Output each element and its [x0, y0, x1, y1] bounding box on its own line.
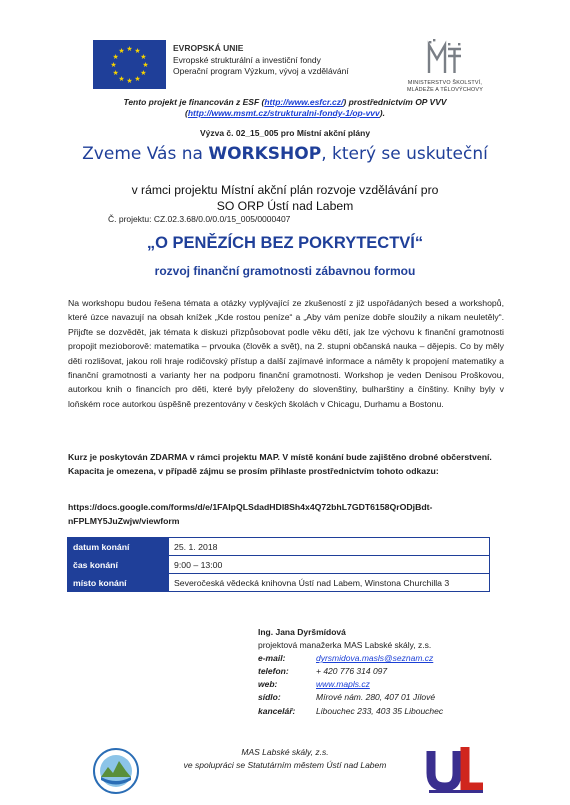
eu-line-2: Evropské strukturální a investiční fondy	[173, 54, 321, 65]
web-label: web:	[258, 679, 278, 690]
financing-note	[0, 97, 570, 119]
eu-star-icon: ★	[118, 75, 125, 83]
project-line-1: v rámci projektu Místní akční plán rozvoje vzdělávání pro	[131, 183, 439, 197]
msmt-logo	[405, 39, 485, 93]
table-row	[68, 556, 490, 574]
eu-star-icon: ★	[110, 62, 117, 69]
eu-star-icon: ★	[142, 62, 149, 69]
financing-open: (	[185, 108, 188, 118]
msmt-line-1: MINISTERSTVO ŠKOLSTVÍ,	[407, 80, 483, 86]
msmt-emblem-icon	[425, 39, 465, 75]
financing-close: ).	[379, 108, 385, 118]
financing-prefix: Tento projekt je financován z ESF (	[123, 97, 265, 107]
date-key: datum konání	[68, 538, 169, 556]
web-link[interactable]: www.mapls.cz	[316, 679, 370, 690]
footer-line-2: ve spolupráci se Statutárním městem Ústí nad Labem	[183, 760, 387, 770]
description-paragraph: Na workshopu budou řešena témata a otázky vyplývající ze zkušeností z již uspořádaných besed a workshopů, které úzce navazují na obsah knížek „Kde rostou peníze“ a „Aby vám peníze dobře sloužily a nikam neuletěly“. Přijďte se dozvědět, jak témata k diskuzi přizpůsobovat podle věku dětí, jak lze výchovu k finanční gramotnosti propojit mezioborově: matematika – prvouka (člověk a svět), na 2. stupni občanská nauka – dějepis. Co by měly děti rozlišovat, jakou roli hraje rodičovský přístup a další zajímavé informace a náměty k propojení matematiky a finanční gramotnosti a varianty her na podporu finanční gramotnosti. Workshop je veden Denisou Proškovou, autorkou knih o financích pro děti, které byly přeloženy do slovenštiny, bulharštiny a čínštiny. Knihy byly v loňském roce autorkou úspěšně prezentovány v českých školách v Chicagu, Durhamu a Bostonu.	[68, 298, 504, 409]
eu-star-icon: ★	[134, 75, 141, 83]
office-label: kancelář:	[258, 705, 296, 716]
call-number: Výzva č. 02_15_005 pro Místní akční plány	[199, 128, 371, 138]
place-value: Severočeská vědecká knihovna Ústí nad Labem, Winstona Churchilla 3	[169, 574, 490, 592]
msmt-line-2: MLÁDEŽE A TĚLOVÝCHOVY	[407, 86, 483, 93]
registration-link-line-2[interactable]: nFPLMY5JuZwjw/viewform	[68, 516, 180, 527]
eu-star-icon: ★	[118, 48, 125, 56]
eu-star-icon: ★	[126, 78, 133, 85]
email-label: e-mail:	[258, 653, 286, 664]
contact-row-seat	[258, 691, 443, 704]
registration-link[interactable]	[68, 500, 504, 529]
contact-row-office	[258, 705, 443, 718]
contact-row-web	[258, 678, 443, 691]
invite-pre: Zveme Vás na	[82, 144, 209, 164]
eu-star-icon: ★	[126, 46, 133, 53]
contact-role: projektová manažerka MAS Labské skály, z.s.	[258, 640, 432, 651]
eu-line-1: EVROPSKÁ UNIE	[173, 43, 244, 53]
project-number: Č. projektu: CZ.02.3.68/0.0/0.0/15_005/0000407	[108, 214, 291, 224]
eu-star-icon: ★	[140, 54, 147, 61]
event-info-table	[67, 537, 490, 592]
eu-star-icon: ★	[140, 70, 147, 77]
workshop-title: „O PENĚZÍCH BEZ POKRYTECTVÍ“	[146, 234, 424, 252]
course-note: Kurz je poskytován ZDARMA v rámci projektu MAP. V místě konání bude zajištěno drobné občerstvení. Kapacita je omezena, v případě zájmu se prosím přihlaste prostřednictvím tohoto odkazu:	[68, 452, 492, 477]
usti-nad-labem-logo	[425, 743, 487, 795]
place-key: místo konání	[68, 574, 169, 592]
invite-heading	[0, 144, 570, 164]
invite-strong: WORKSHOP	[208, 144, 322, 164]
office-value: Libouchec 233, 403 35 Libouchec	[316, 705, 444, 716]
table-row	[68, 538, 490, 556]
eu-flag-logo	[93, 40, 166, 89]
contact-row-email	[258, 652, 443, 665]
eu-star-icon: ★	[112, 70, 119, 77]
project-line-2: SO ORP Ústí nad Labem	[216, 199, 354, 213]
eu-star-icon: ★	[112, 54, 119, 61]
eu-line-3: Operační program Výzkum, vývoj a vzdělávání	[173, 66, 349, 76]
project-heading	[0, 182, 570, 214]
contact-block	[258, 626, 443, 718]
date-value: 25. 1. 2018	[169, 538, 490, 556]
esf-link[interactable]: http://www.esfcr.cz/	[264, 97, 344, 107]
contact-name: Ing. Jana Dyršmídová	[258, 627, 346, 637]
time-value: 9:00 – 13:00	[169, 556, 490, 574]
table-row	[68, 574, 490, 592]
seat-label: sídlo:	[258, 692, 281, 703]
invite-post: , který se uskuteční	[321, 144, 488, 164]
registration-link-line-1[interactable]: https://docs.google.com/forms/d/e/1FAIpQLSdadHDl8Sh4x4Q72bhL7GDT6158QrODjBdt-	[68, 502, 433, 512]
eu-star-icon: ★	[134, 48, 141, 56]
workshop-subtitle: rozvoj finanční gramotnosti zábavnou formou	[154, 264, 416, 278]
eu-text	[173, 43, 349, 78]
contact-row-phone	[258, 665, 443, 678]
seat-value: Mírové nám. 280, 407 01 Jílové	[316, 692, 436, 703]
phone-value: + 420 776 314 097	[316, 666, 388, 677]
msmt-link[interactable]: http://www.msmt.cz/strukturalni-fondy-1/op-vvv	[187, 108, 380, 118]
financing-middle: ) prostřednictvím OP VVV	[343, 97, 447, 107]
phone-label: telefon:	[258, 666, 289, 677]
time-key: čas konání	[68, 556, 169, 574]
footer-line-1: MAS Labské skály, z.s.	[241, 747, 329, 757]
email-link[interactable]: dyrsmidova.masls@seznam.cz	[316, 653, 434, 664]
